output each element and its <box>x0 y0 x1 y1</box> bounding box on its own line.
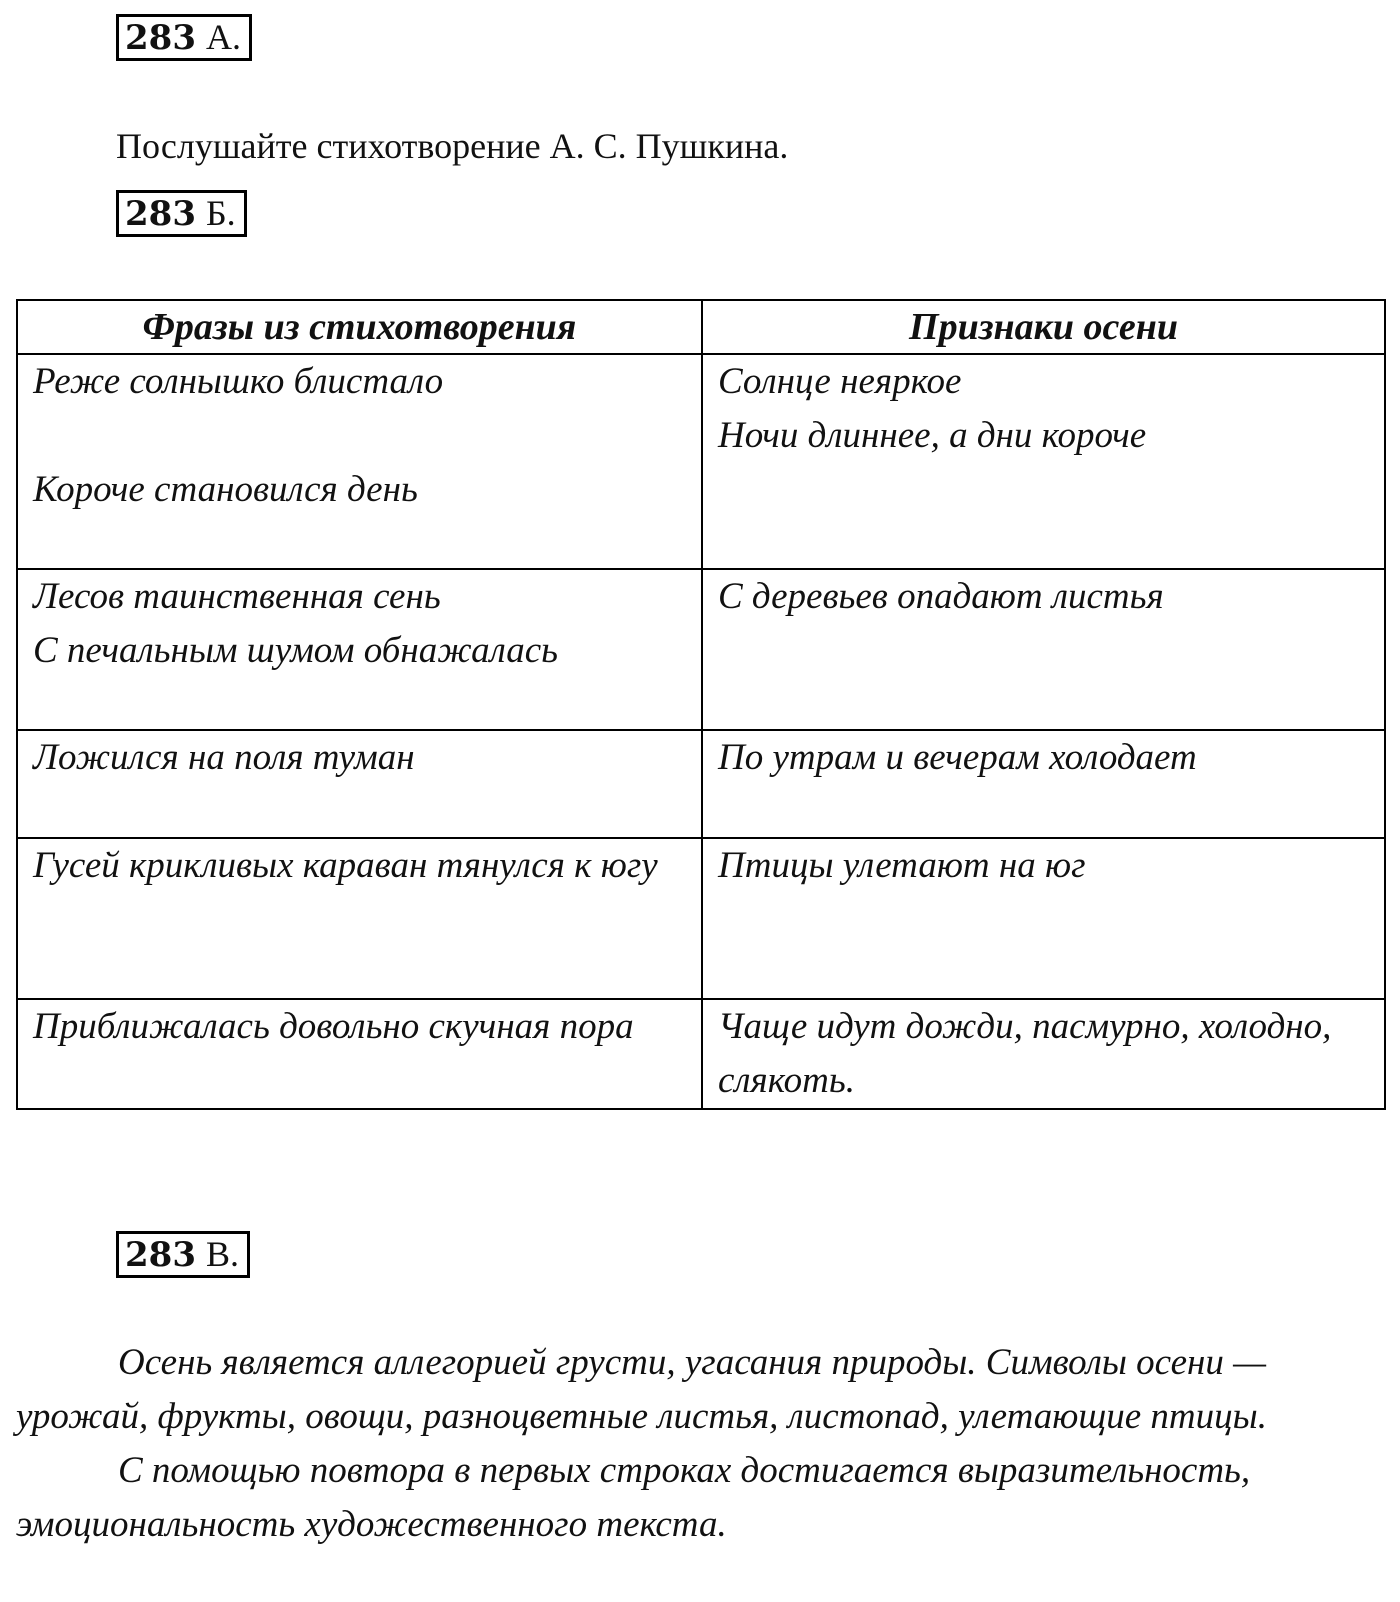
task-283a-text: Послушайте стихотворение А. С. Пушкина. <box>116 126 789 166</box>
task-number-box <box>116 190 247 237</box>
table-cell-phrase <box>17 999 702 1109</box>
table-row <box>17 730 1385 838</box>
table-cell-sign <box>702 730 1385 838</box>
task-283v-essay <box>16 1336 1388 1552</box>
task-283a-label <box>116 17 252 57</box>
table-header-row <box>17 300 1385 354</box>
phrase-text: Лесов таинственная сень С печальным шумом обнажалась <box>33 576 559 671</box>
task-letter: В. <box>205 1233 239 1274</box>
sign-text: Птицы улетают на юг <box>718 845 1086 886</box>
table-cell-sign <box>702 569 1385 730</box>
task-number-box <box>116 1231 250 1278</box>
table-row <box>17 999 1385 1109</box>
table-cell-phrase <box>17 838 702 999</box>
table-row <box>17 569 1385 730</box>
table-row <box>17 354 1385 569</box>
task-letter: А. <box>205 16 241 57</box>
task-number-box <box>116 14 252 61</box>
table-header-signs: Признаки осени <box>702 300 1385 354</box>
essay-paragraph: Осень является аллегорией грусти, угасания природы. Символы осени — урожай, фрукты, овощи, разноцветные листья, листопад, улетающие птицы. <box>16 1342 1267 1437</box>
table-cell-sign <box>702 838 1385 999</box>
table-cell-phrase <box>17 354 702 569</box>
row-spacer <box>33 514 691 568</box>
phrase-text: Гусей крикливых караван тянулся к югу <box>33 845 658 886</box>
table-cell-sign <box>702 354 1385 569</box>
phrase-text: Реже солнышко блистало Короче становился день <box>33 361 444 510</box>
phrases-signs-table <box>16 299 1386 1110</box>
sign-text: Солнце неяркое Ночи длиннее, а дни короче <box>718 361 1147 456</box>
phrase-text: Приближалась довольно скучная пора <box>33 1006 634 1047</box>
sign-text: С деревьев опадают листья <box>718 576 1164 617</box>
task-283v-label <box>116 1234 250 1274</box>
task-letter: Б. <box>205 192 236 233</box>
task-number: 283 <box>125 17 196 58</box>
table-header-phrases: Фразы из стихотворения <box>17 300 702 354</box>
sign-text: По утрам и вечерам холодает <box>718 737 1197 778</box>
sign-text: Чаще идут дожди, пасмурно, холодно, слякоть. <box>718 1006 1341 1101</box>
task-number: 283 <box>125 1234 196 1275</box>
task-number: 283 <box>125 193 196 234</box>
table-cell-phrase <box>17 730 702 838</box>
essay-paragraph: С помощью повтора в первых строках достигается выразительность, эмоциональность художественного текста. <box>16 1450 1251 1545</box>
table-cell-sign <box>702 999 1385 1109</box>
task-283b-label <box>116 193 247 233</box>
phrase-text: Ложился на поля туман <box>33 737 415 778</box>
table-cell-phrase <box>17 569 702 730</box>
table-row <box>17 838 1385 999</box>
